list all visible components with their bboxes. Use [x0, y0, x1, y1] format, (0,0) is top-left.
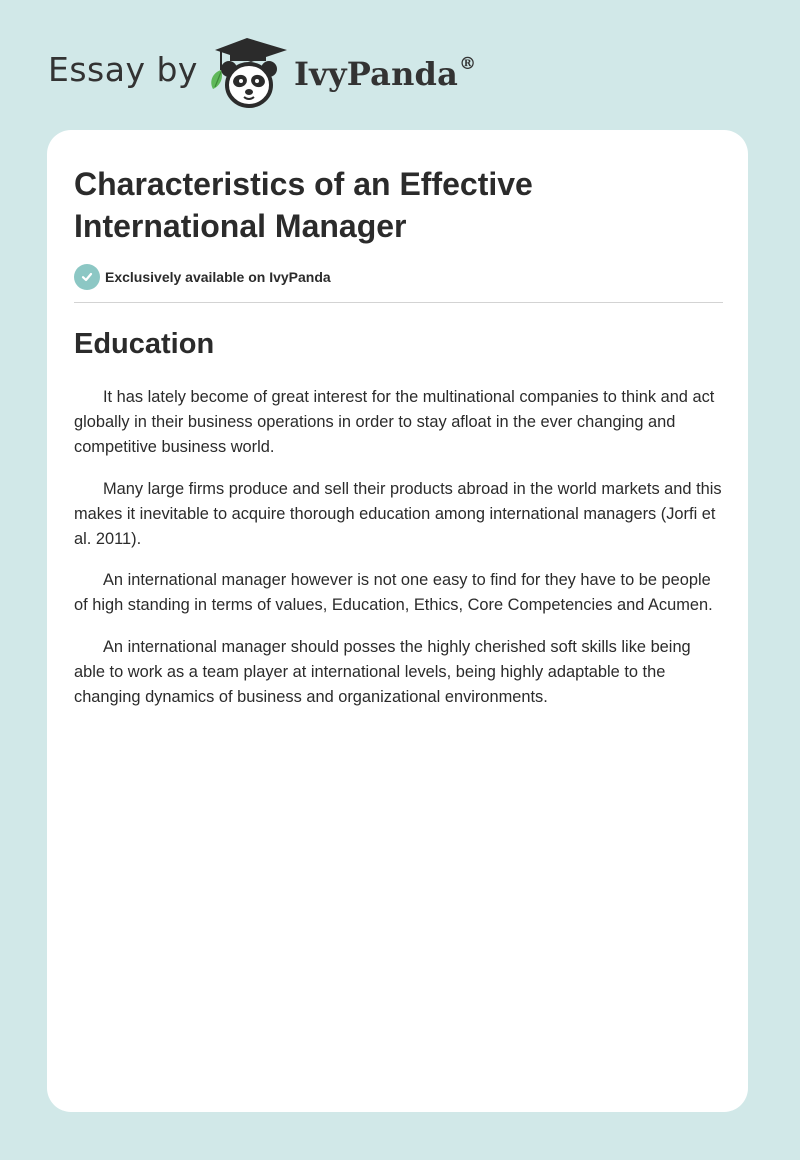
essay-body [74, 385, 726, 726]
essay-by-label: Essay by [48, 50, 198, 89]
site-header [48, 36, 548, 108]
paragraph: An international manager however is not one easy to find for they have to be people of high standing in terms of values, Education, Ethics, Core Competencies and Acumen. [74, 571, 713, 614]
registered-mark: ® [459, 54, 477, 75]
exclusive-badge-label: Exclusively available on IvyPanda [105, 269, 331, 285]
checkmark-icon [74, 264, 100, 290]
panda-graduate-icon [203, 36, 291, 108]
essay-card [47, 130, 748, 1112]
section-heading: Education [74, 328, 215, 360]
paragraph: It has lately become of great interest for the multinational companies to think and act globally in their business operations in order to stay afloat in the ever changing and competitive business world. [74, 388, 715, 456]
paragraph: Many large firms produce and sell their products abroad in the world markets and this makes it inevitable to acquire thorough education among international managers (Jorfi et al. 2011). [74, 479, 722, 548]
exclusive-badge [74, 263, 331, 291]
paragraph: An international manager should posses the highly cherished soft skills like being able to work as a team player at international levels, being highly adaptable to the changing dynamics of business and organizational environments. [74, 637, 691, 706]
divider [74, 302, 723, 303]
essay-title: Characteristics of an Effective International Manager [74, 166, 533, 244]
brand-name: IvyPanda® [294, 54, 477, 93]
